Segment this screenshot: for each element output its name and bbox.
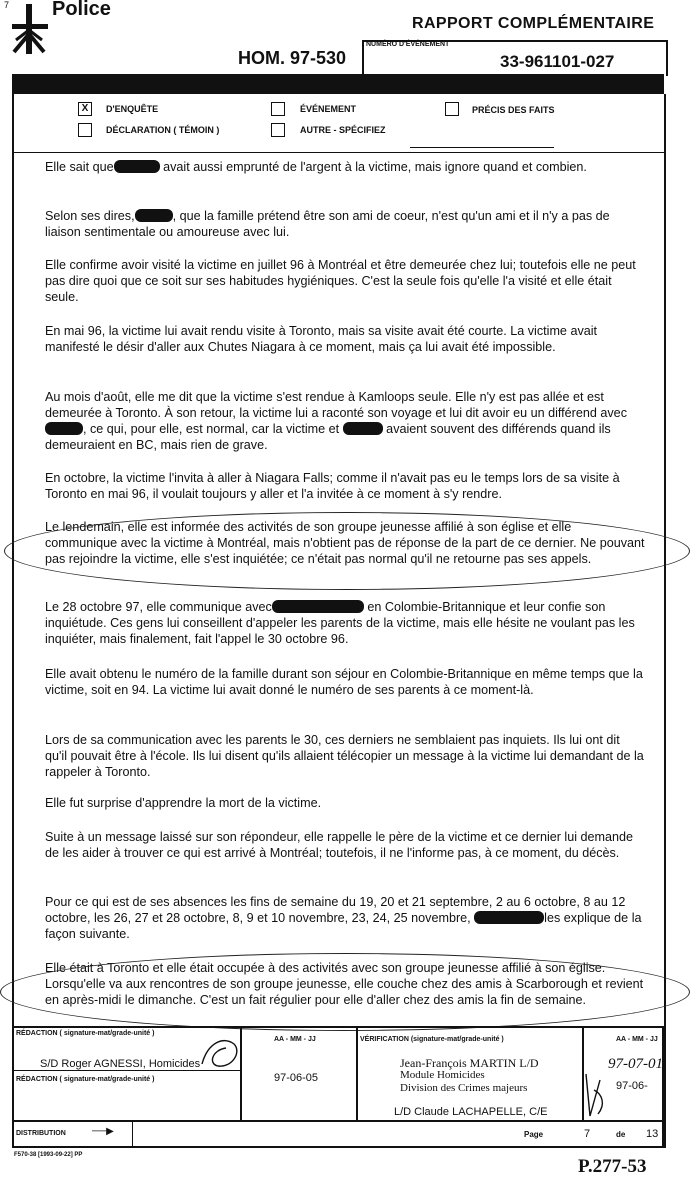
checkbox-divider <box>12 152 664 153</box>
paragraph-13-text-b: les explique de la façon suivante. <box>45 911 642 941</box>
hand-drawn-circle <box>0 953 690 1031</box>
form-code: F570-38 [1993-09-22] PP <box>14 1152 83 1158</box>
redaction-bar <box>45 422 83 435</box>
redactor-name: S/D Roger AGNESSI, Homicides <box>40 1058 201 1070</box>
paragraph-4: En mai 96, la victime lui avait rendu visite à Toronto, mais sa visite avait été courte. La victime avait manifesté le désir d'aller aux Chutes Niagara à ce moment, mais ça lui avait été impossible. <box>45 324 598 354</box>
paragraph-1-text-b: avait aussi emprunté de l'argent à la victime, mais ignore quand et combien. <box>159 160 587 174</box>
redaction-bar <box>272 600 364 613</box>
hom-number: HOM. 97-530 <box>238 48 347 68</box>
paragraph-5-text-c: avaient souvent des différends quand ils demeuraient en BC, mais rien de grave. <box>45 422 611 452</box>
verifier-signature-icon <box>580 1070 610 1120</box>
agency-name: Police <box>52 0 111 20</box>
paragraph-8-text-b: en Colombie-Britannique et leur confie son inquiétude. Ces gens lui conseillent d'appeler les parents de la victime, mais elle hésite ne voulant pas les inquiéter, mais finalement, fait l'appel le 30 octobre 96. <box>45 600 635 646</box>
paragraph-1 <box>45 159 645 175</box>
checkbox-autre-label: AUTRE - SPÉCIFIEZ <box>300 125 386 135</box>
specify-line <box>410 147 554 148</box>
page-stamp: P.277-53 <box>578 1156 647 1177</box>
event-number-value: 33-961101-027 <box>500 52 615 71</box>
page-number: 7 <box>584 1128 591 1140</box>
paragraph-6: En octobre, la victime l'invita à aller à Niagara Falls; comme il n'avait pas eu le temps lors de sa visite à Toronto en mai 96, il voulait toujours y aller et l'a invitée à ce moment à s'y rendre. <box>45 471 620 501</box>
verification-handwritten-date: 97-07-01 <box>608 1056 663 1072</box>
footer-rule <box>12 1120 664 1122</box>
checkbox-autre[interactable] <box>271 123 285 137</box>
police-logo-icon <box>12 4 48 54</box>
footer-rule <box>12 1026 14 1148</box>
stamp-line-3: Division des Crimes majeurs <box>400 1082 528 1094</box>
footer-rule <box>356 1026 358 1122</box>
date-label-2: AA - MM - JJ <box>616 1036 658 1043</box>
footer-rule <box>662 1026 664 1148</box>
checkbox-evenement[interactable] <box>271 102 285 116</box>
paragraph-13-text-a: Pour ce qui est de ses absences les fins de semaine du 19, 20 et 21 septembre, 2 au 6 octobre, 8 au 12 octobre, les 26, 27 et 28 octobre, 8, 9 et 10 novembre, 23, 24, 25 novembre, <box>45 895 626 925</box>
paragraph-2-text-a: Selon ses dires, <box>45 209 135 223</box>
signature-scribble-icon <box>198 1032 244 1072</box>
event-number-label: NUMÉRO D'ÉVÉNEMENT <box>366 41 450 48</box>
checkbox-precis-label: PRÉCIS DES FAITS <box>472 105 555 115</box>
paragraph-7: Le lendemain, elle est informée des activités de son groupe jeunesse affilié à son église et elle communique avec la victime à Montréal, mais n'obtient pas de réponse de la part de ce dernier. Ne pouvant pas rejoindre la victime, elle s'est inquiétée; ce n'était pas normal qu'il ne retourne pas ses appels. <box>45 520 645 566</box>
paragraph-5 <box>45 389 645 453</box>
page-label: Page <box>524 1130 544 1139</box>
checkbox-declaration[interactable] <box>78 123 92 137</box>
paragraph-9: Elle avait obtenu le numéro de la famille durant son séjour en Colombie-Britannique en même temps que la victime, soit en 94. La victime lui avait donné le numéro de ses parents à ce moment-là. <box>45 667 643 697</box>
stamp-line-2: Module Homicides <box>400 1069 485 1081</box>
corner-number: 7 <box>4 0 10 10</box>
paragraph-2 <box>45 208 645 240</box>
paragraph-13 <box>45 894 645 942</box>
paragraph-8-text-a: Le 28 octobre 97, elle communique avec <box>45 600 272 614</box>
paragraph-11: Elle fut surprise d'apprendre la mort de la victime. <box>45 796 322 810</box>
verification-label: VÉRIFICATION (signature-mat/grade-unité ) <box>360 1036 504 1043</box>
redaction-bar <box>114 160 160 173</box>
redaction-bar <box>135 209 173 222</box>
paragraph-12: Suite à un message laissé sur son répondeur, elle rappelle le père de la victime et ce dernier lui demande de les aider à trouver ce qui est arrivé à Montréal; toutefois, il ne l'informe pas, à ce moment, du décès. <box>45 830 634 860</box>
redaction-date: 97-06-05 <box>274 1072 319 1084</box>
hand-drawn-circle <box>4 512 690 590</box>
date-label: AA - MM - JJ <box>274 1036 316 1043</box>
signature-table <box>12 1026 664 1148</box>
paragraph-14: Elle était à Toronto et elle était occupée à des activités avec son groupe jeunesse affilié à son église. Lorsqu'elle va aux rencontres de son groupe jeunesse, elle couche chez des amis à Scarborough et revient en après-midi le dimanche. C'est un fait régulier pour elle d'aller chez des amis la fin de semaine. <box>45 961 644 1007</box>
redaction-bar <box>474 911 544 924</box>
distribution-label: DISTRIBUTION <box>16 1130 66 1137</box>
verification-date: 97-06- <box>616 1080 648 1092</box>
checkbox-enquete-label: D'ENQUÊTE <box>106 104 159 114</box>
checkbox-enquete[interactable]: X <box>78 102 92 116</box>
page-total: 13 <box>646 1128 659 1140</box>
verifier-name: L/D Claude LACHAPELLE, C/E <box>394 1106 548 1118</box>
footer-rule <box>12 1026 664 1028</box>
paragraph-1-text-a: Elle sait que <box>45 160 114 174</box>
footer-rule <box>132 1120 133 1148</box>
distribution-arrow-icon: ──▶ <box>92 1126 114 1137</box>
paragraph-5-text-a: Au mois d'août, elle me dit que la victime s'est rendue à Kamloops seule. Elle n'y est pas allée et est demeurée à Toronto. À son retour, la victime lui a raconté son voyage et lui dit avoir eu un différend avec <box>45 390 627 420</box>
checkbox-declaration-label: DÉCLARATION ( TÉMOIN ) <box>106 125 220 135</box>
stamp-line-1: Jean-François MARTIN L/D <box>400 1056 539 1070</box>
paragraph-5-text-b: , ce qui, pour elle, est normal, car la victime et <box>83 422 340 436</box>
redaction-label: RÉDACTION ( signature-mat/grade-unité ) <box>16 1030 155 1037</box>
paragraph-2-text-b: , que la famille prétend être son ami de coeur, n'est qu'un ami et il n'y a pas de liaison sentimentale ou amoureuse avec lui. <box>45 209 610 239</box>
paragraph-3: Elle confirme avoir visité la victime en juillet 96 à Montréal et être demeurée chez lui; toutefois elle ne peut pas dire quoi que ce soit sur ses habitudes hygiéniques. C'est la seule fois qu'elle l'a visité et elle était seule. <box>45 258 636 304</box>
redaction-bar <box>343 422 383 435</box>
paragraph-8 <box>45 599 645 647</box>
footer-rule <box>12 1146 664 1148</box>
checkbox-precis[interactable] <box>445 102 459 116</box>
paragraph-10: Lors de sa communication avec les parents le 30, ces derniers ne semblaient pas inquiets. Ils lui ont dit qu'il pouvait être à l'école. Ils lui disent qu'ils allaient télécopier un message à la victime lui demandant de la rappeler à Toronto. <box>45 733 644 779</box>
of-label: de <box>616 1130 626 1139</box>
report-title: RAPPORT COMPLÉMENTAIRE <box>412 15 655 32</box>
header-band <box>12 74 664 94</box>
checkbox-evenement-label: ÉVÉNEMENT <box>300 104 357 114</box>
redaction-label-2: RÉDACTION ( signature-mat/grade-unité ) <box>16 1076 155 1083</box>
